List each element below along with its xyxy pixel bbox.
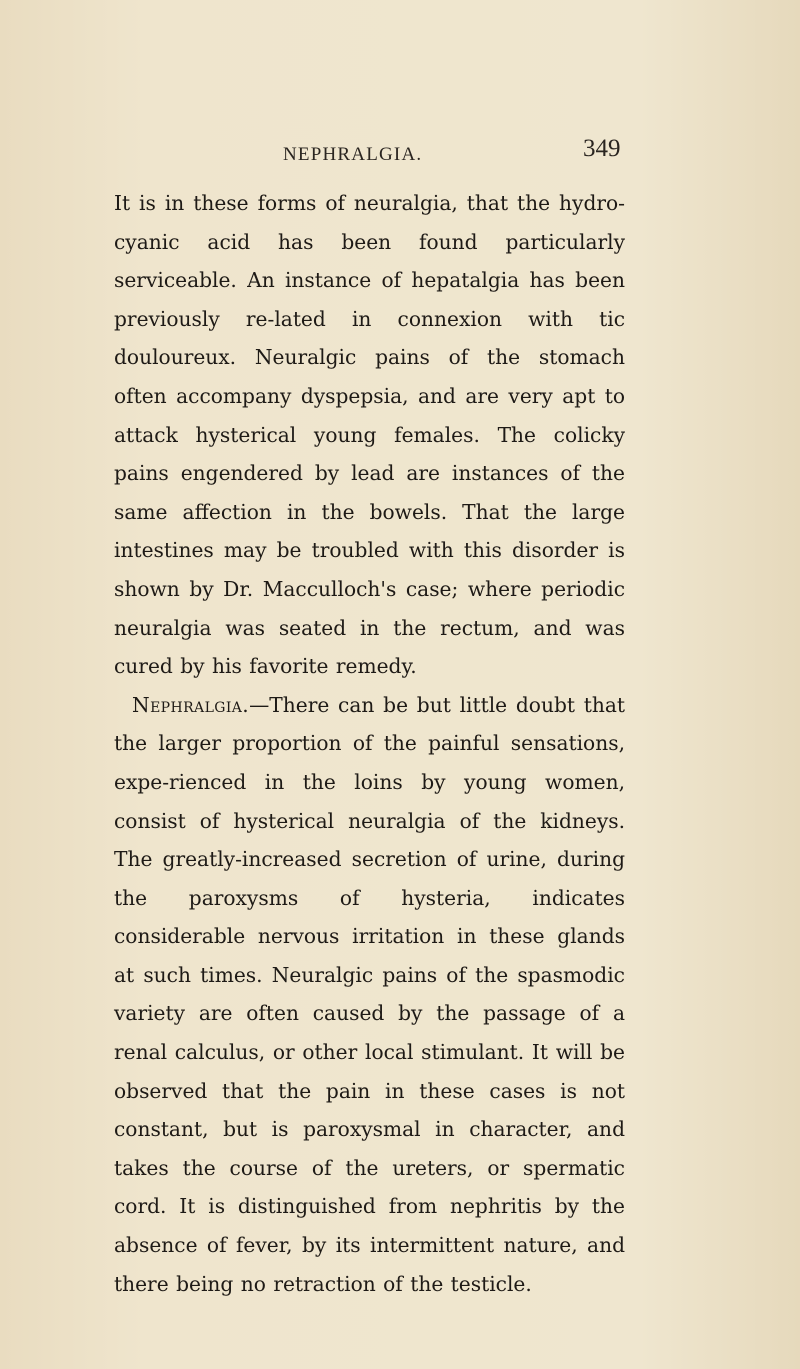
paragraph-nephralgia	[114, 686, 625, 1304]
section-lead: Nephralgia.	[132, 692, 250, 717]
body-text	[114, 184, 625, 1303]
running-head: NEPHRALGIA.	[283, 144, 423, 165]
paragraph-text: —There can be but little doubt that the larger proportion of the painful sensations, expe-rienced in the loins by young women, consist of hysterical neuralgia of the kidneys. The greatly-increased secretion of urine, during the paroxysms of hysteria, indicates considerable nervous irritation in these glands at such times. Neuralgic pains of the spasmodic variety are often caused by the passage of a renal calculus, or other local stimulant. It will be observed that the pain in these cases is not constant, but is paroxysmal in character, and takes the course of the ureters, or spermatic cord. It is distinguished from nephritis by the absence of fever, by its intermittent nature, and there being no retraction of the testicle.	[114, 692, 625, 1296]
paragraph-text: It is in these forms of neuralgia, that the hydro-cyanic acid has been found particularly serviceable. An instance of hepatalgia has been previously re-lated in connexion with tic douloureux. Neuralgic pains of the stomach often accompany dyspepsia, and are very apt to attack hysterical young females. The colicky pains engendered by lead are instances of the same affection in the bowels. That the large intestines may be troubled with this disorder is shown by Dr. Macculloch's case; where periodic neuralgia was seated in the rectum, and was cured by his favorite remedy.	[114, 191, 625, 679]
paragraph-hydrocyanic	[114, 184, 625, 686]
page-number: 349	[583, 135, 621, 162]
